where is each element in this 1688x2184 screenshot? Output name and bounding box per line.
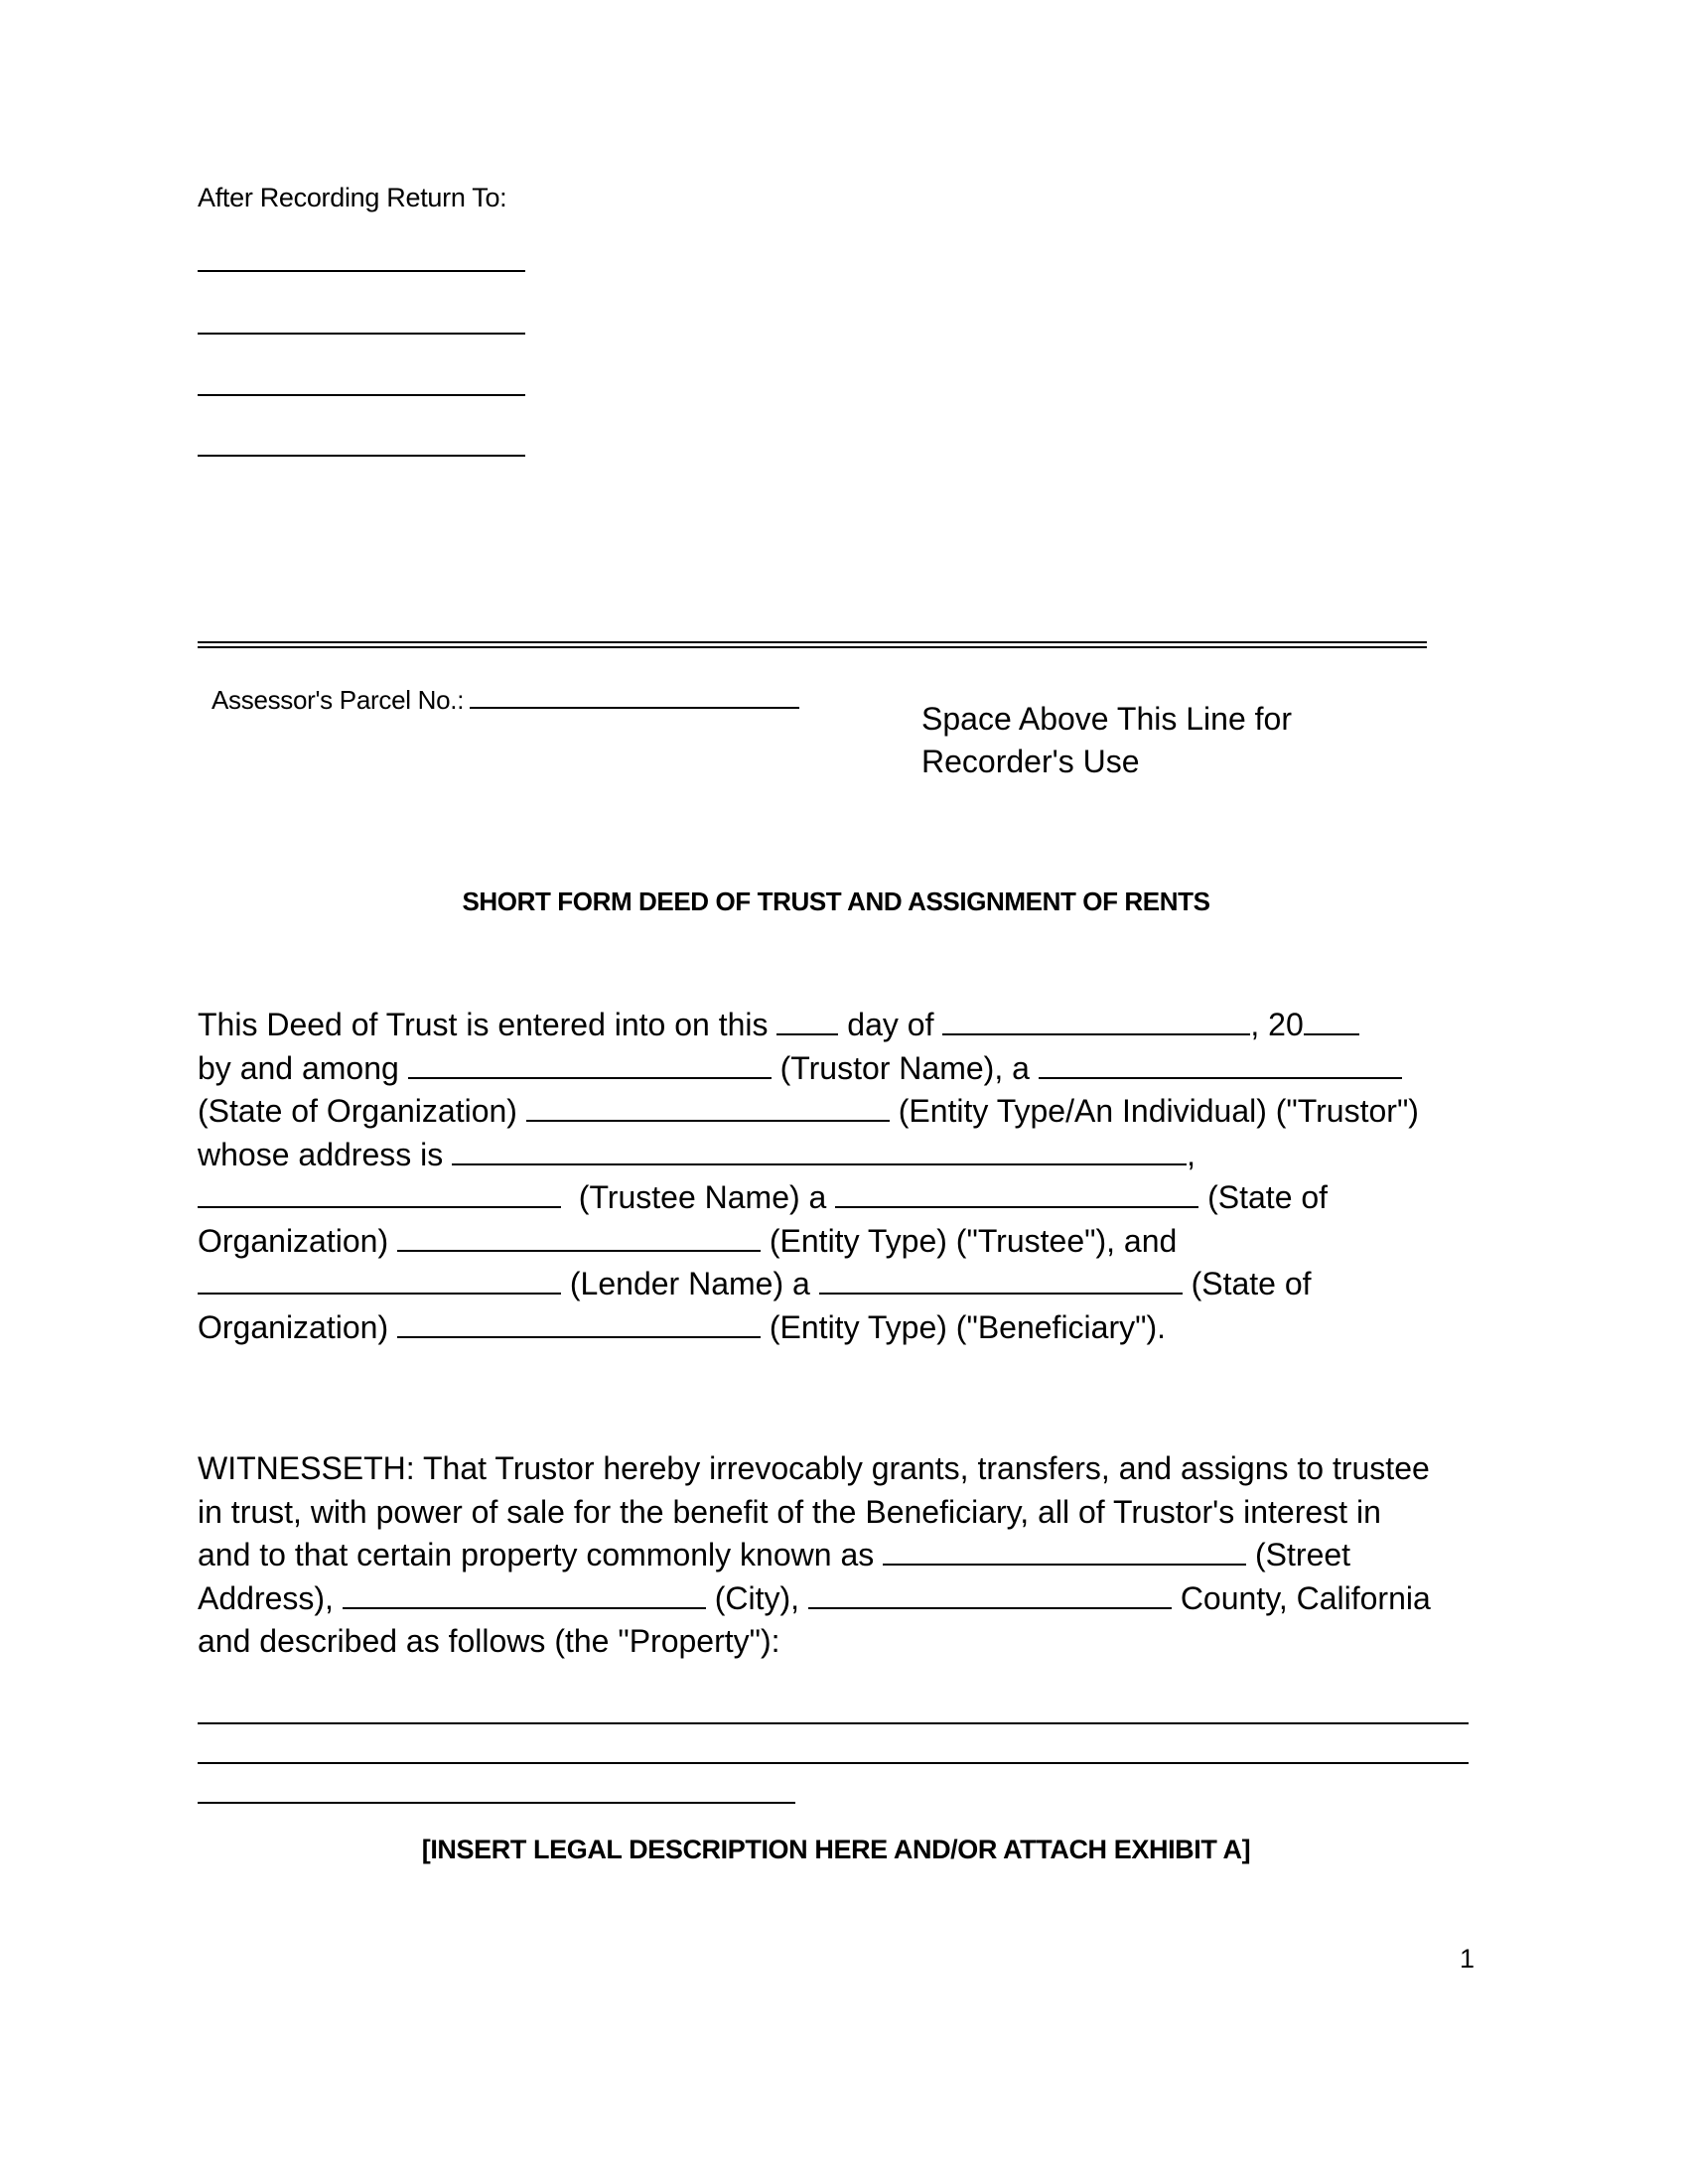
recorder-separator-rule [198, 641, 1427, 648]
month-blank[interactable] [942, 1008, 1250, 1035]
lender-entity-type-blank[interactable] [397, 1310, 761, 1338]
document-title: SHORT FORM DEED OF TRUST AND ASSIGNMENT OF RENTS [462, 887, 1210, 916]
text: (Entity Type) ("Beneficiary"). [769, 1308, 1167, 1345]
witnesseth-paragraph [198, 1447, 1431, 1664]
parties-line-8 [198, 1306, 1419, 1350]
parties-line-6 [198, 1220, 1419, 1264]
trustor-state-blank[interactable] [1039, 1051, 1402, 1079]
assessor-parcel-field [211, 685, 799, 716]
parties-line-3 [198, 1090, 1419, 1134]
trustee-name-blank[interactable] [198, 1180, 561, 1208]
return-to-line-1[interactable] [198, 270, 525, 272]
parties-line-2 [198, 1047, 1419, 1091]
page-number: 1 [1460, 1944, 1476, 1974]
recorder-note-line-2: Recorder's Use [921, 744, 1140, 779]
assessor-parcel-blank[interactable] [470, 685, 799, 709]
text: Address), [198, 1579, 334, 1616]
legal-description-line-2[interactable] [198, 1762, 1469, 1764]
text: (State of Organization) [198, 1093, 517, 1129]
text: County, California [1180, 1579, 1431, 1616]
text: This Deed of Trust is entered into on this [198, 1007, 769, 1042]
text: and to that certain property commonly known as [198, 1537, 875, 1572]
lender-name-blank[interactable] [198, 1267, 561, 1295]
witnesseth-line-4 [198, 1577, 1431, 1621]
trustee-state-blank[interactable] [835, 1180, 1198, 1208]
text: (City), [714, 1579, 800, 1616]
trustor-entity-type-blank[interactable] [526, 1094, 890, 1122]
text: (Lender Name) a [569, 1266, 810, 1301]
return-to-label: After Recording Return To: [198, 183, 507, 212]
trustor-address-blank[interactable] [452, 1138, 1187, 1165]
trustor-name-blank[interactable] [408, 1051, 772, 1079]
return-to-line-4[interactable] [198, 455, 525, 457]
text: (Trustee Name) a [578, 1179, 827, 1215]
text: Organization) [198, 1222, 389, 1259]
witnesseth-line-2: in trust, with power of sale for the benefit of the Beneficiary, all of Trustor's interest in [198, 1493, 1381, 1530]
parties-line-4 [198, 1134, 1419, 1177]
legal-description-instruction: [INSERT LEGAL DESCRIPTION HERE AND/OR ATTACH EXHIBIT A] [421, 1835, 1251, 1864]
text: , 20 [1250, 1007, 1304, 1042]
county-blank[interactable] [808, 1581, 1172, 1609]
recorder-note-line-1: Space Above This Line for [921, 701, 1292, 737]
parties-line-1 [198, 1004, 1419, 1047]
return-to-line-2[interactable] [198, 333, 525, 335]
parties-line-5 [198, 1176, 1419, 1220]
parties-line-7 [198, 1263, 1419, 1306]
parties-paragraph [198, 1004, 1419, 1349]
legal-description-line-1[interactable] [198, 1722, 1469, 1724]
text: (State of [1191, 1266, 1312, 1301]
city-blank[interactable] [343, 1581, 706, 1609]
day-blank[interactable] [776, 1008, 838, 1035]
text: Organization) [198, 1308, 389, 1345]
text: , [1187, 1136, 1196, 1172]
witnesseth-line-3 [198, 1534, 1431, 1577]
text: whose address is [198, 1136, 444, 1172]
trustee-entity-type-blank[interactable] [397, 1224, 761, 1252]
street-address-blank[interactable] [883, 1538, 1246, 1566]
text: day of [847, 1007, 934, 1042]
text: (Trustor Name), a [779, 1049, 1030, 1086]
assessor-parcel-label: Assessor's Parcel No.: [211, 685, 465, 715]
text: (State of [1207, 1179, 1329, 1215]
text: (Street [1255, 1537, 1351, 1572]
text: (Entity Type/An Individual) ("Trustor") [898, 1093, 1419, 1129]
year-blank[interactable] [1304, 1008, 1359, 1035]
lender-state-blank[interactable] [819, 1267, 1183, 1295]
witnesseth-line-1: WITNESSETH: That Trustor hereby irrevocably grants, transfers, and assigns to trustee [198, 1450, 1430, 1486]
recorder-use-note [921, 698, 1292, 783]
return-to-line-3[interactable] [198, 394, 525, 396]
legal-description-line-3[interactable] [198, 1802, 795, 1804]
text: (Entity Type) ("Trustee"), and [769, 1222, 1178, 1259]
witnesseth-line-5: and described as follows (the "Property"): [198, 1623, 780, 1659]
text: by and among [198, 1049, 399, 1086]
